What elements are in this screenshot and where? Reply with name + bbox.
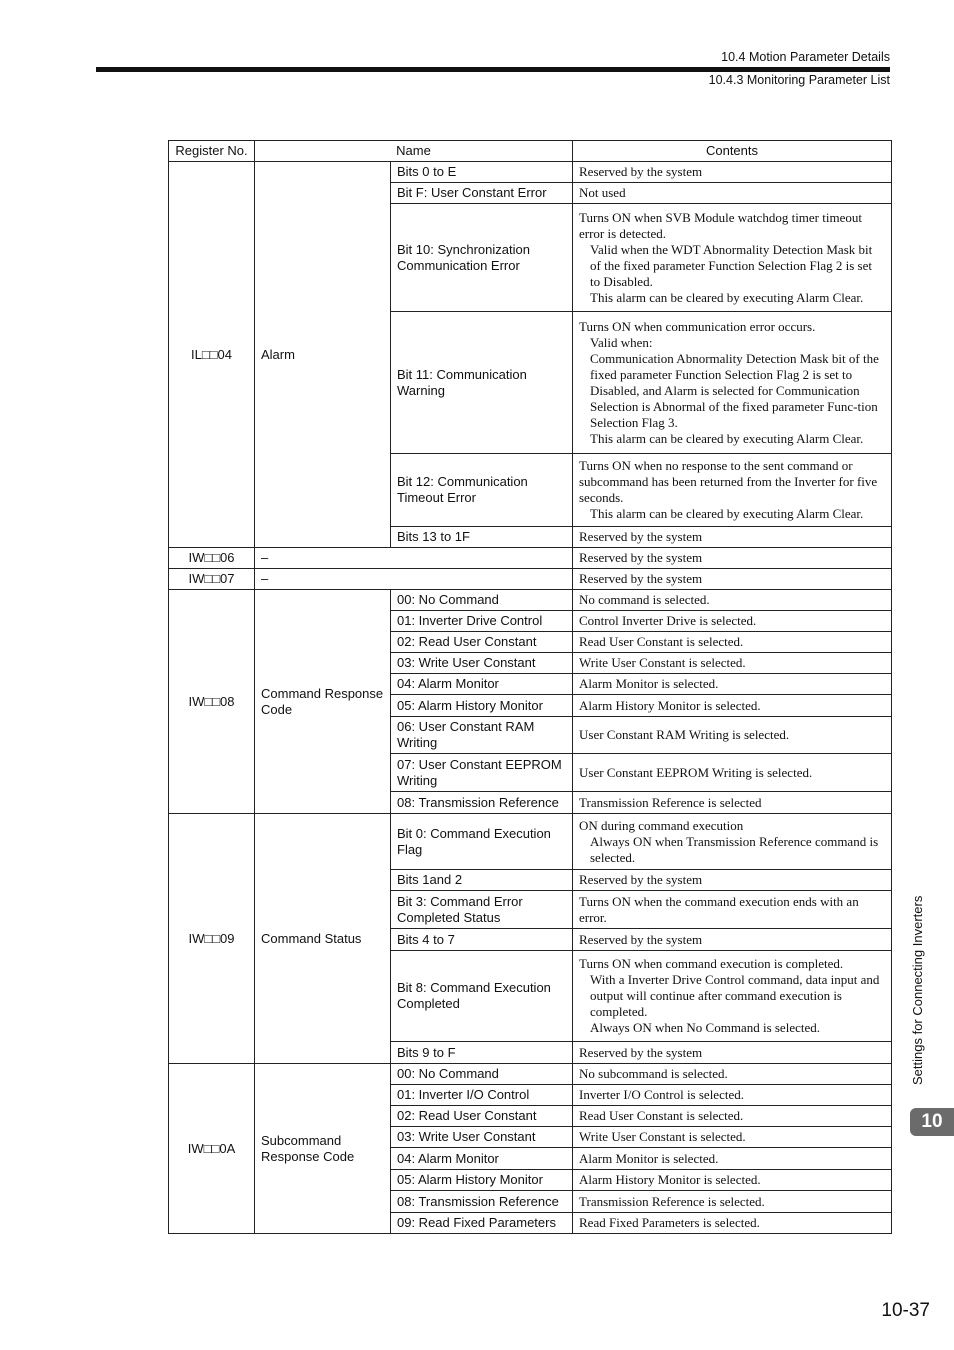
contents-cell (573, 1064, 892, 1085)
bit-name: 07: User Constant EEPROM Writing (391, 754, 573, 792)
bit-name: Bits 4 to 7 (391, 929, 573, 951)
bit-name: 09: Read Fixed Parameters (391, 1213, 573, 1234)
contents-line: Alarm History Monitor is selected. (579, 697, 761, 713)
contents-line: Alarm Monitor is selected. (579, 1150, 719, 1166)
contents-line: Reserved by the system (579, 931, 703, 947)
contents-cell (573, 951, 892, 1042)
bit-name: Bits 13 to 1F (391, 527, 573, 548)
bit-name: Bit 3: Command Error Completed Status (391, 891, 573, 929)
bit-name: Bit 10: Synchronization Communication Error (391, 204, 573, 312)
table-header-row (169, 141, 892, 162)
bit-name: 06: User Constant RAM Writing (391, 717, 573, 754)
contents-line: Reserved by the system (579, 164, 703, 179)
contents-cell (573, 1127, 892, 1148)
bit-name: Bit 11: Communication Warning (391, 312, 573, 454)
bit-name: 00: No Command (391, 590, 573, 611)
register-number: IW□□06 (169, 548, 255, 569)
contents-cell (573, 1085, 892, 1106)
section-heading: 10.4 Motion Parameter Details (721, 50, 890, 64)
bit-name: Bit 12: Communication Timeout Error (391, 454, 573, 527)
table-row (169, 814, 892, 870)
bit-name: 00: No Command (391, 1064, 573, 1085)
contents-cell (573, 1213, 892, 1234)
contents-line: This alarm can be cleared by executing Alarm Clear. (590, 506, 864, 521)
register-number: IW□□08 (169, 590, 255, 814)
contents-cell (573, 814, 892, 870)
bit-name: 02: Read User Constant (391, 1106, 573, 1127)
contents-cell (573, 312, 892, 454)
contents-cell (573, 1106, 892, 1127)
contents-line: Transmission Reference is selected. (579, 1193, 765, 1209)
register-number: IW□□0A (169, 1064, 255, 1234)
header-contents: Contents (573, 141, 892, 162)
contents-line: Read Fixed Parameters is selected. (579, 1215, 760, 1230)
contents-line: User Constant RAM Writing is selected. (579, 727, 790, 742)
contents-line: With a Inverter Drive Control command, data input and output will continue after command execution is completed. (590, 972, 880, 1019)
contents-cell (573, 162, 892, 183)
bit-name: Bit F: User Constant Error (391, 183, 573, 204)
bit-name: 05: Alarm History Monitor (391, 1170, 573, 1191)
contents-cell (573, 870, 892, 891)
parameter-name: Command Status (255, 814, 391, 1064)
contents-cell (573, 754, 892, 792)
contents-line: Turns ON when communication error occurs. (579, 318, 816, 334)
contents-line: Reserved by the system (579, 1044, 703, 1060)
table-row (169, 162, 892, 183)
bit-name: Bits 0 to E (391, 162, 573, 183)
contents-cell: Reserved by the system (573, 569, 892, 590)
bit-name: 02: Read User Constant (391, 632, 573, 653)
contents-cell (573, 1191, 892, 1213)
table-body (169, 162, 892, 1234)
header-rule (96, 67, 890, 72)
contents-line: Alarm Monitor is selected. (579, 676, 719, 691)
table-row (169, 1064, 892, 1085)
bit-name: 03: Write User Constant (391, 653, 573, 674)
contents-line: Read User Constant is selected. (579, 1108, 744, 1123)
bit-name: 01: Inverter Drive Control (391, 611, 573, 632)
register-number: IL□□04 (169, 162, 255, 548)
contents-line: ON during command execution (579, 817, 744, 833)
contents-cell (573, 590, 892, 611)
contents-line: Write User Constant is selected. (579, 1129, 746, 1144)
bit-name: 04: Alarm Monitor (391, 1148, 573, 1170)
contents-cell (573, 717, 892, 754)
contents-line: Read User Constant is selected. (579, 634, 744, 649)
bit-name: Bit 8: Command Execution Completed (391, 951, 573, 1042)
chapter-sidebar-label: Settings for Connecting Inverters (910, 895, 925, 1085)
parameter-name: Alarm (255, 162, 391, 548)
bit-name: 08: Transmission Reference (391, 1191, 573, 1213)
table-row (169, 548, 892, 569)
contents-cell (573, 695, 892, 717)
table-row (169, 590, 892, 611)
contents-line: Valid when the WDT Abnormality Detection Mask bit of the fixed parameter Function Selection Flag 2 is set to Disabled. (590, 241, 873, 289)
contents-line: Alarm History Monitor is selected. (579, 1172, 761, 1187)
parameter-name: Subcommand Response Code (255, 1064, 391, 1234)
contents-cell (573, 1042, 892, 1064)
contents-line: This alarm can be cleared by executing Alarm Clear. (590, 430, 864, 446)
contents-line: Control Inverter Drive is selected. (579, 613, 757, 628)
parameter-name: Command Response Code (255, 590, 391, 814)
chapter-tab: 10 (910, 1108, 954, 1136)
bit-name: 01: Inverter I/O Control (391, 1085, 573, 1106)
page-number: 10-37 (881, 1300, 930, 1321)
contents-cell (573, 929, 892, 951)
contents-line: This alarm can be cleared by executing Alarm Clear. (590, 289, 864, 305)
contents-line: Reserved by the system (579, 872, 703, 887)
contents-line: No subcommand is selected. (579, 1066, 728, 1081)
contents-line: Valid when: (590, 334, 653, 350)
contents-line: Reserved by the system (579, 529, 703, 544)
contents-cell (573, 632, 892, 653)
contents-line: Always ON when Transmission Reference command is selected. (590, 833, 879, 865)
contents-line: Turns ON when no response to the sent command or subcommand has been returned from the Inverter for five seconds. (579, 458, 878, 505)
contents-cell (573, 1148, 892, 1170)
bit-name: 05: Alarm History Monitor (391, 695, 573, 717)
contents-cell (573, 527, 892, 548)
contents-cell (573, 1170, 892, 1191)
header-name: Name (255, 141, 573, 162)
contents-line: Turns ON when SVB Module watchdog timer timeout error is detected. (579, 209, 862, 241)
contents-line: Communication Abnormality Detection Mask bit of the fixed parameter Function Selection Flag 2 is set to Disabled, and Alarm is selected for Communication Selection is Abnormal of the fixed parameter Func-tion Selection Flag 3. (590, 350, 879, 430)
table-row (169, 569, 892, 590)
contents-line: Write User Constant is selected. (579, 655, 746, 670)
contents-line: No command is selected. (579, 592, 710, 607)
contents-cell: Reserved by the system (573, 548, 892, 569)
contents-line: Transmission Reference is selected (579, 794, 762, 810)
header-register: Register No. (169, 141, 255, 162)
contents-line: Turns ON when the command execution ends with an error. (579, 893, 859, 925)
contents-line: Turns ON when command execution is completed. (579, 956, 844, 971)
subsection-heading: 10.4.3 Monitoring Parameter List (708, 73, 890, 87)
contents-line: User Constant EEPROM Writing is selected. (579, 764, 813, 780)
contents-cell (573, 204, 892, 312)
contents-cell (573, 454, 892, 527)
contents-line: Not used (579, 185, 626, 200)
bit-name: Bits 1and 2 (391, 870, 573, 891)
contents-line: Always ON when No Command is selected. (590, 1020, 820, 1035)
parameter-name: – (255, 548, 573, 569)
contents-cell (573, 792, 892, 814)
contents-cell (573, 891, 892, 929)
bit-name: Bits 9 to F (391, 1042, 573, 1064)
bit-name: 04: Alarm Monitor (391, 674, 573, 695)
bit-name: 03: Write User Constant (391, 1127, 573, 1148)
contents-cell (573, 183, 892, 204)
monitoring-parameter-table (168, 140, 892, 1234)
contents-cell (573, 674, 892, 695)
parameter-name: – (255, 569, 573, 590)
register-number: IW□□09 (169, 814, 255, 1064)
register-number: IW□□07 (169, 569, 255, 590)
contents-line: Inverter I/O Control is selected. (579, 1087, 744, 1102)
bit-name: Bit 0: Command Execution Flag (391, 814, 573, 870)
bit-name: 08: Transmission Reference (391, 792, 573, 814)
contents-cell (573, 653, 892, 674)
contents-cell (573, 611, 892, 632)
